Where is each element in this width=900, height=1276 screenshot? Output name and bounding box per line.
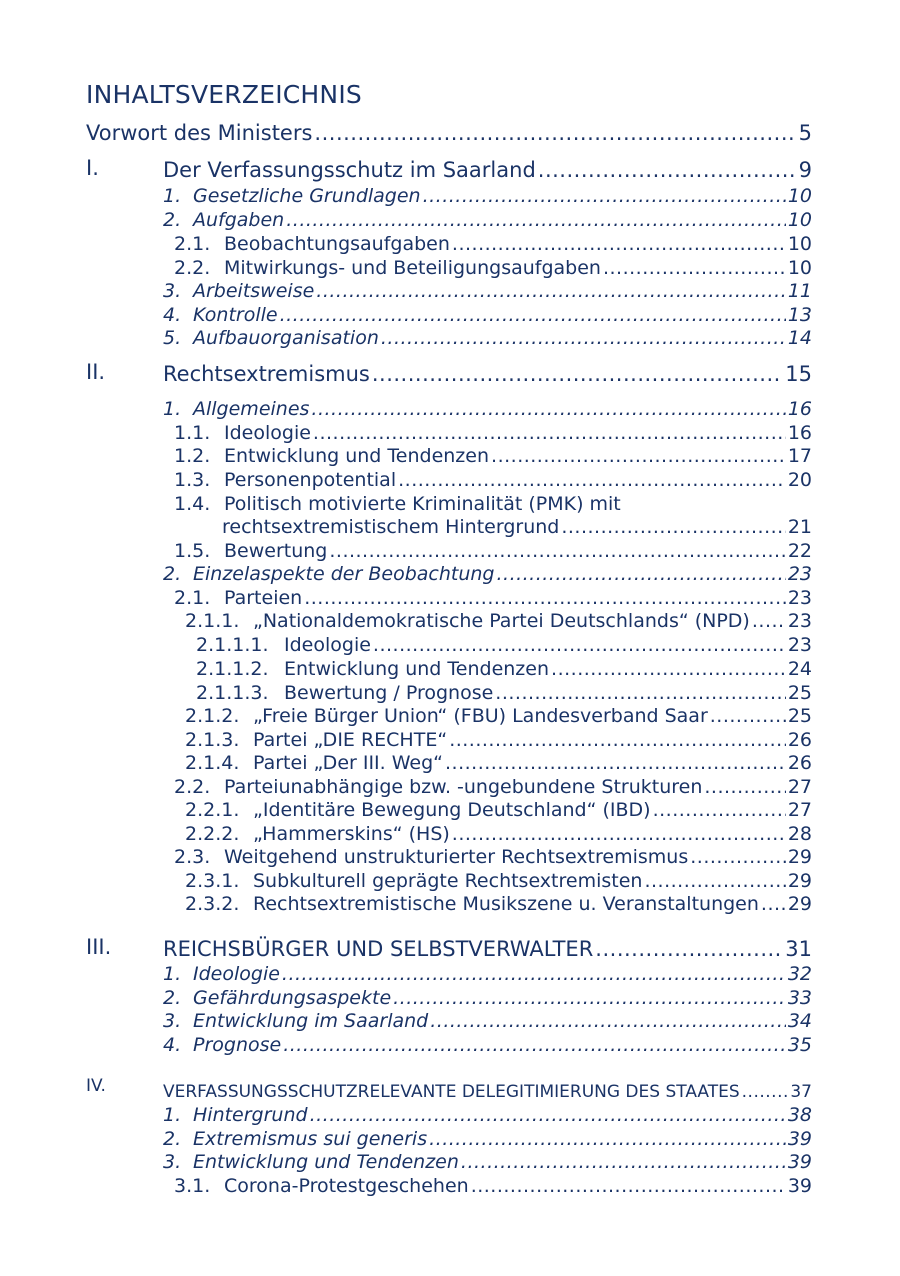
toc-entry-title: Corona-Protestgeschehen xyxy=(224,1175,469,1197)
toc-page-number: 26 xyxy=(787,729,812,751)
toc-entry-number: 2. xyxy=(163,563,182,585)
toc-entry-title: Entwicklung im Saarland xyxy=(193,1010,429,1032)
toc-page-number: 22 xyxy=(787,540,812,562)
toc-page-number: 25 xyxy=(787,705,812,727)
toc-entry-number: 3. xyxy=(163,1151,182,1173)
toc-entry-number: 1.2. xyxy=(174,445,211,467)
toc-page-number: 10 xyxy=(787,257,812,279)
toc-entry-number: 2.3.2. xyxy=(185,893,240,915)
toc-page-number: 31 xyxy=(785,937,812,961)
toc-entry-title: Arbeitsweise xyxy=(193,280,315,302)
toc-entry-number: 1.4. xyxy=(174,493,211,515)
toc-entry[interactable] xyxy=(163,181,812,207)
toc-page-number: 38 xyxy=(787,1104,812,1126)
toc-dot-leader xyxy=(445,752,786,774)
toc-entry-title: Gesetzliche Grundlagen xyxy=(193,185,421,207)
toc-entry[interactable] xyxy=(174,441,812,467)
toc-page-number: 39 xyxy=(787,1128,812,1150)
toc-section-numeral: IV. xyxy=(86,1076,106,1096)
toc-page-number: 23 xyxy=(787,587,812,609)
toc-entry-number: 4. xyxy=(163,1034,182,1056)
toc-entry[interactable] xyxy=(196,654,812,680)
toc-dot-leader xyxy=(452,233,786,255)
toc-entry[interactable] xyxy=(174,229,812,255)
toc-dot-leader xyxy=(752,610,786,632)
toc-dot-leader xyxy=(373,634,786,656)
toc-entry-title: Parteiunabhängige bzw. -ungebundene Strukturen xyxy=(224,776,703,798)
toc-entry-number: 2.1.2. xyxy=(185,705,240,727)
toc-section-numeral: III. xyxy=(86,935,112,959)
toc-entry-title: Bewertung xyxy=(224,540,328,562)
toc-dot-leader xyxy=(653,799,786,821)
toc-dot-leader xyxy=(761,893,786,915)
toc-entry-number: 2.1.3. xyxy=(185,729,240,751)
toc-page-number: 29 xyxy=(787,846,812,868)
toc-entry-title: Gefährdungsaspekte xyxy=(193,987,392,1009)
toc-dot-leader xyxy=(398,469,786,491)
toc-entry-title: VERFASSUNGSSCHUTZRELEVANTE DELEGITIMIERUNG DES STAATES xyxy=(163,1082,740,1102)
toc-entry-title: Partei „Der III. Weg“ xyxy=(253,752,444,774)
toc-page-number: 32 xyxy=(787,963,812,985)
toc-entry-number: 5. xyxy=(163,327,182,349)
toc-entry-title: Parteien xyxy=(224,587,303,609)
toc-entry-number: 2.2.2. xyxy=(185,823,240,845)
toc-page-number: 33 xyxy=(787,987,812,1009)
toc-page-number: 28 xyxy=(787,823,812,845)
toc-entry[interactable] xyxy=(185,748,812,774)
toc-entry-title: rechtsextremistischem Hintergrund xyxy=(222,516,560,538)
toc-dot-leader xyxy=(283,1034,786,1056)
toc-entry[interactable] xyxy=(185,889,812,915)
toc-entry[interactable] xyxy=(163,1147,812,1173)
toc-section-numeral: I. xyxy=(86,156,99,180)
toc-page-number: 37 xyxy=(790,1082,812,1102)
toc-dot-leader xyxy=(690,846,786,868)
toc-entry-number: 2. xyxy=(163,1128,182,1150)
toc-page-number: 21 xyxy=(787,516,812,538)
toc-entry[interactable] xyxy=(222,512,812,538)
toc-entry-title: Bewertung / Prognose xyxy=(284,682,494,704)
toc-page-number: 29 xyxy=(787,870,812,892)
toc-page-number: 23 xyxy=(787,610,812,632)
toc-entry-number: 2. xyxy=(163,209,182,231)
toc-page-number: 24 xyxy=(787,658,812,680)
toc-entry[interactable] xyxy=(185,606,812,632)
toc-dot-leader xyxy=(311,398,785,420)
toc-entry-title: Vorwort des Ministers xyxy=(86,121,313,145)
toc-entry-number: 2.3. xyxy=(174,846,211,868)
toc-dot-leader xyxy=(710,705,786,727)
toc-entry-number: 1. xyxy=(163,963,182,985)
toc-entry-title: Rechtsextremismus xyxy=(163,362,370,386)
toc-entry-number: 3.1. xyxy=(174,1175,211,1197)
toc-entry-number: 1.5. xyxy=(174,540,211,562)
toc-entry[interactable] xyxy=(163,959,812,985)
toc-dot-leader xyxy=(282,963,786,985)
toc-entry[interactable] xyxy=(174,842,812,868)
toc-page-number: 13 xyxy=(787,304,812,326)
toc-page-number: 16 xyxy=(787,422,812,444)
toc-entry[interactable] xyxy=(174,465,812,491)
toc-dot-leader xyxy=(286,209,786,231)
toc-entry[interactable] xyxy=(163,935,812,961)
toc-entry-title: Mitwirkungs- und Beteiligungsaufgaben xyxy=(224,257,601,279)
toc-page-number: 26 xyxy=(787,752,812,774)
toc-entry-title: Entwicklung und Tendenzen xyxy=(284,658,550,680)
toc-entry-number: 1. xyxy=(163,1104,182,1126)
page-title: INHALTSVERZEICHNIS xyxy=(86,80,362,109)
toc-entry-number: 1. xyxy=(163,398,182,420)
toc-dot-leader xyxy=(423,185,786,207)
toc-page-number: 23 xyxy=(787,634,812,656)
toc-entry-title: Ideologie xyxy=(193,963,280,985)
toc-entry-number: 2.1.4. xyxy=(185,752,240,774)
toc-entry[interactable] xyxy=(163,360,812,386)
toc-entry-number: 3. xyxy=(163,1010,182,1032)
toc-entry-title: Aufbauorganisation xyxy=(193,327,379,349)
toc-entry-title: „Hammerskins“ (HS) xyxy=(253,823,450,845)
toc-entry-number: 1.1. xyxy=(174,422,211,444)
toc-page-number: 10 xyxy=(787,185,812,207)
toc-entry-title: Personenpotential xyxy=(224,469,397,491)
toc-dot-leader xyxy=(314,121,796,145)
toc-entry-title: Prognose xyxy=(193,1034,282,1056)
toc-page-number: 11 xyxy=(787,280,812,302)
toc-entry-number: 2.2. xyxy=(174,257,211,279)
toc-entry[interactable] xyxy=(163,394,812,420)
toc-page-number: 39 xyxy=(787,1151,812,1173)
toc-entry-title: Entwicklung und Tendenzen xyxy=(193,1151,459,1173)
toc-entry[interactable] xyxy=(163,559,812,585)
toc-entry-title: Partei „DIE RECHTE“ xyxy=(253,729,448,751)
toc-entry-number: 4. xyxy=(163,304,182,326)
toc-entry-title: „Freie Bürger Union“ (FBU) Landesverband Saar xyxy=(253,705,708,727)
toc-section-numeral: II. xyxy=(86,360,106,384)
toc-page-number: 5 xyxy=(798,121,812,145)
toc-entry-title: Extremismus sui generis xyxy=(193,1128,428,1150)
toc-dot-leader xyxy=(538,158,797,182)
toc-page-number: 20 xyxy=(787,469,812,491)
toc-entry-title: Beobachtungsaufgaben xyxy=(224,233,450,255)
toc-dot-leader xyxy=(381,327,786,349)
toc-dot-leader xyxy=(551,658,786,680)
toc-entry[interactable] xyxy=(86,119,812,145)
toc-dot-leader xyxy=(561,516,785,538)
toc-dot-leader xyxy=(742,1082,789,1102)
toc-entry-number: 2.1.1.1. xyxy=(196,634,269,656)
toc-page-number: 17 xyxy=(787,445,812,467)
toc-entry-title: „Identitäre Bewegung Deutschland“ (IBD) xyxy=(253,799,651,821)
toc-dot-leader xyxy=(461,1151,786,1173)
toc-dot-leader xyxy=(491,445,786,467)
toc-entry-title: Politisch motivierte Kriminalität (PMK) mit xyxy=(224,493,621,515)
toc-entry-number: 2.2. xyxy=(174,776,211,798)
toc-entry-number: 1. xyxy=(163,185,182,207)
toc-entry-title: Ideologie xyxy=(284,634,371,656)
toc-entry-title: Allgemeines xyxy=(193,398,310,420)
toc-entry-number: 2.2.1. xyxy=(185,799,240,821)
toc-dot-leader xyxy=(372,362,783,386)
toc-dot-leader xyxy=(430,1010,786,1032)
toc-entry[interactable] xyxy=(196,630,812,656)
toc-dot-leader xyxy=(471,1175,786,1197)
toc-entry[interactable] xyxy=(163,1076,812,1102)
toc-entry-number: 3. xyxy=(163,280,182,302)
toc-entry-title: „Nationaldemokratische Partei Deutschlands“ (NPD) xyxy=(253,610,750,632)
toc-entry-title: Ideologie xyxy=(224,422,311,444)
toc-entry-title: Einzelaspekte der Beobachtung xyxy=(193,563,495,585)
toc-page-number: 15 xyxy=(785,362,812,386)
toc-entry-number: 2. xyxy=(163,987,182,1009)
toc-page-number: 29 xyxy=(787,893,812,915)
toc-page-number: 39 xyxy=(787,1175,812,1197)
toc-entry[interactable] xyxy=(185,701,812,727)
toc-page-number: 25 xyxy=(787,682,812,704)
toc-entry-title: Aufgaben xyxy=(193,209,285,231)
toc-entry[interactable] xyxy=(163,1030,812,1056)
toc-page-number: 10 xyxy=(787,233,812,255)
toc-entry-number: 2.1. xyxy=(174,233,211,255)
toc-entry[interactable] xyxy=(163,323,812,349)
toc-page-number: 9 xyxy=(798,158,812,182)
toc-dot-leader xyxy=(316,280,786,302)
toc-entry-title: Der Verfassungsschutz im Saarland xyxy=(163,158,536,182)
toc-page-number: 23 xyxy=(787,563,812,585)
toc-entry-number: 2.1. xyxy=(174,587,211,609)
toc-entry-title: Rechtsextremistische Musikszene u. Veranstaltungen xyxy=(253,893,759,915)
toc-entry-title: Subkulturell geprägte Rechtsextremisten xyxy=(253,870,643,892)
toc-entry[interactable] xyxy=(163,1100,812,1126)
toc-entry-title: Entwicklung und Tendenzen xyxy=(224,445,490,467)
toc-entry-title: Kontrolle xyxy=(193,304,278,326)
toc-entry-number: 1.3. xyxy=(174,469,211,491)
toc-page-number: 34 xyxy=(787,1010,812,1032)
toc-entry[interactable] xyxy=(163,1006,812,1032)
toc-page-number: 35 xyxy=(787,1034,812,1056)
toc-entry-number: 2.1.1.3. xyxy=(196,682,269,704)
toc-entry[interactable] xyxy=(174,1171,812,1197)
toc-entry[interactable] xyxy=(163,156,812,182)
toc-entry[interactable] xyxy=(163,205,812,231)
toc-entry-number: 2.1.1. xyxy=(185,610,240,632)
toc-page-number: 10 xyxy=(787,209,812,231)
toc-page-number: 27 xyxy=(787,799,812,821)
toc-entry[interactable] xyxy=(163,276,812,302)
toc-page-number: 27 xyxy=(787,776,812,798)
toc-entry-title: Hintergrund xyxy=(193,1104,308,1126)
toc-page-number: 14 xyxy=(787,327,812,349)
toc-dot-leader xyxy=(595,937,783,961)
toc-page-number: 16 xyxy=(787,398,812,420)
toc-entry-title: Weitgehend unstrukturierter Rechtsextremismus xyxy=(224,846,689,868)
toc-dot-leader xyxy=(310,1104,786,1126)
toc-entry-number: 2.1.1.2. xyxy=(196,658,269,680)
toc-entry[interactable] xyxy=(185,795,812,821)
toc-entry-title: REICHSBÜRGER UND SELBSTVERWALTER xyxy=(163,937,594,961)
toc-dot-leader xyxy=(496,563,785,585)
toc-entry-number: 2.3.1. xyxy=(185,870,240,892)
